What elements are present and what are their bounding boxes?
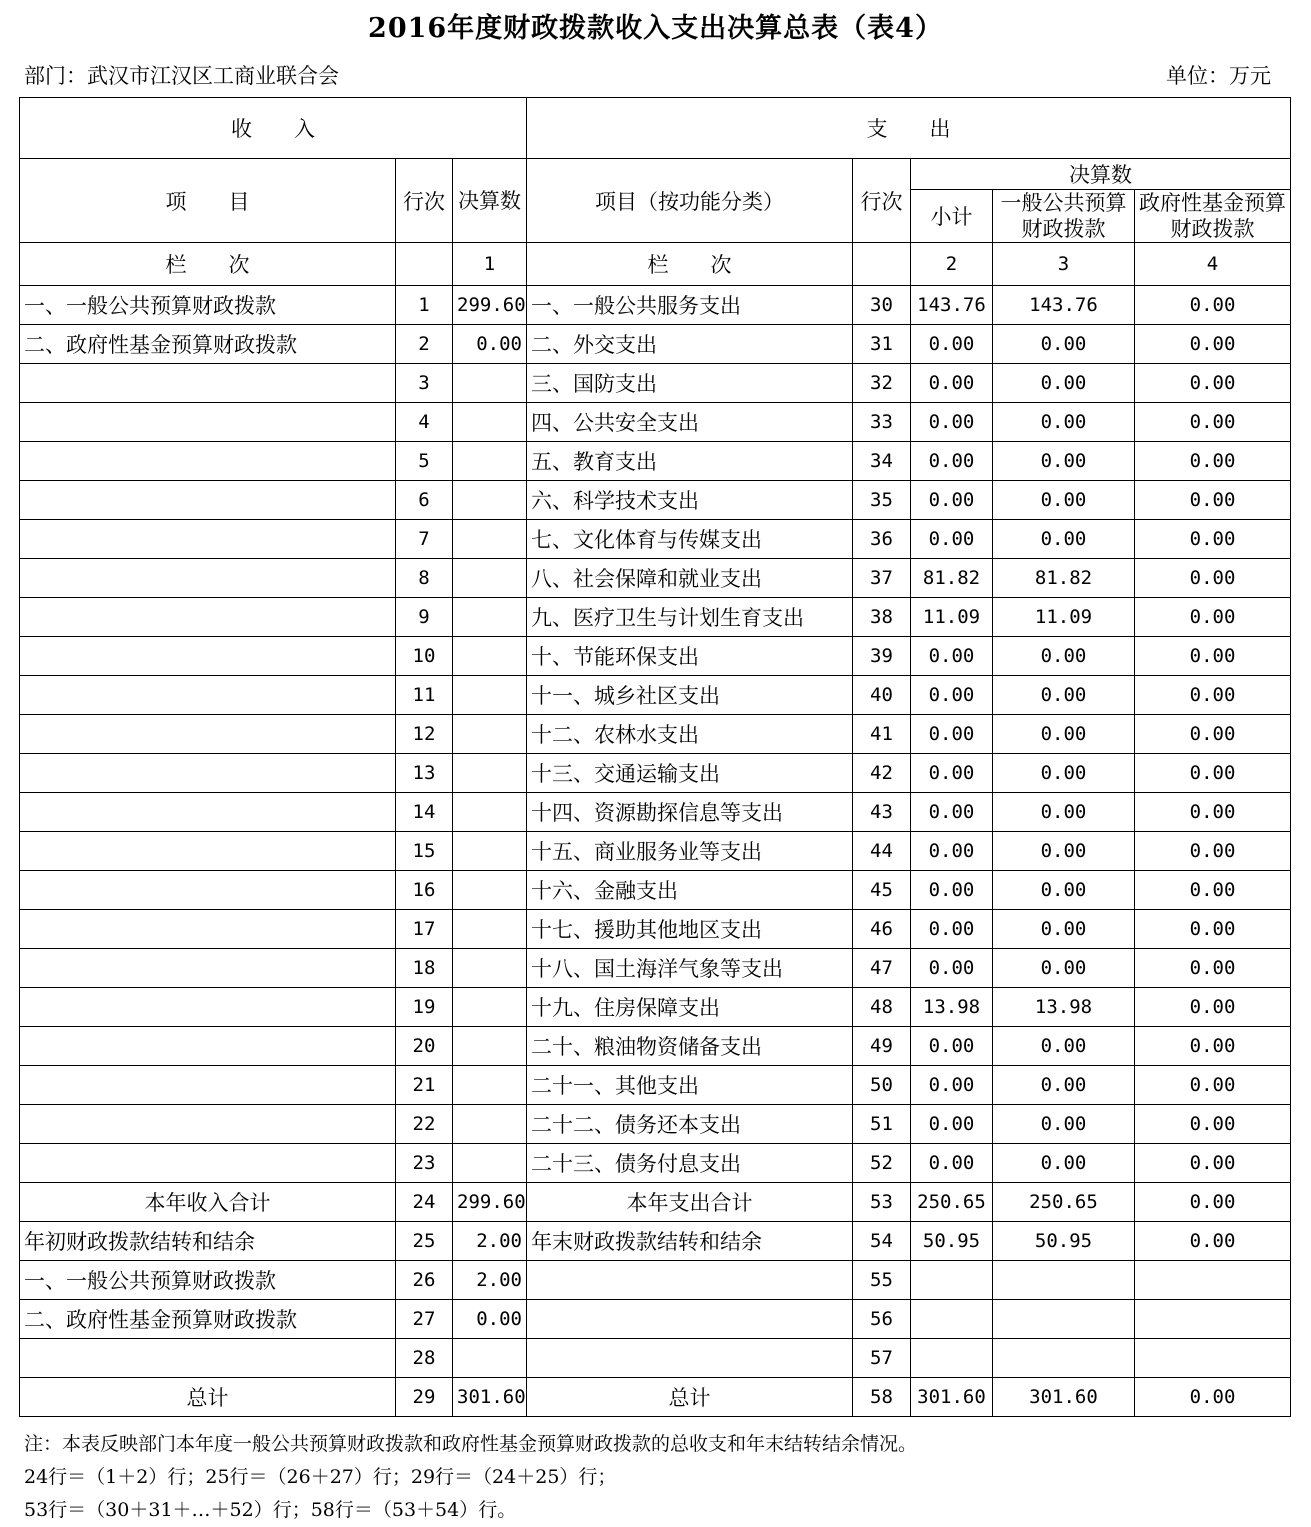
income-amount-cell <box>453 1105 527 1144</box>
income-amount-cell <box>453 598 527 637</box>
expense-line-no-cell: 32 <box>853 364 911 403</box>
gov-fund-cell: 0.00 <box>1135 1222 1291 1261</box>
gov-fund-header: 政府性基金预算财政拨款 <box>1135 190 1291 243</box>
income-item-cell <box>20 988 396 1027</box>
income-line-no-cell: 21 <box>396 1066 453 1105</box>
expense-item-cell: 十一、城乡社区支出 <box>527 676 853 715</box>
expense-item-cell: 十二、农林水支出 <box>527 715 853 754</box>
subtotal-cell: 301.60 <box>911 1378 993 1417</box>
general-budget-cell: 0.00 <box>993 871 1135 910</box>
general-budget-cell: 50.95 <box>993 1222 1135 1261</box>
expense-item-cell <box>527 1339 853 1378</box>
general-budget-cell: 301.60 <box>993 1378 1135 1417</box>
gov-fund-cell: 0.00 <box>1135 793 1291 832</box>
expense-item-cell: 十八、国土海洋气象等支出 <box>527 949 853 988</box>
general-budget-cell: 143.76 <box>993 286 1135 325</box>
expense-line-no-cell: 48 <box>853 988 911 1027</box>
income-item-cell <box>20 364 396 403</box>
expense-line-no-cell: 39 <box>853 637 911 676</box>
expense-line-no-cell: 45 <box>853 871 911 910</box>
general-budget-cell: 13.98 <box>993 988 1135 1027</box>
income-item-cell <box>20 637 396 676</box>
gov-fund-cell: 0.00 <box>1135 676 1291 715</box>
subtotal-cell: 50.95 <box>911 1222 993 1261</box>
table-row <box>20 754 1291 793</box>
col-number-2: 2 <box>911 243 993 286</box>
income-item-cell: 本年收入合计 <box>20 1183 396 1222</box>
expense-item-cell: 十五、商业服务业等支出 <box>527 832 853 871</box>
table-row <box>20 1066 1291 1105</box>
column-number-row <box>20 243 1291 286</box>
gov-fund-cell: 0.00 <box>1135 364 1291 403</box>
income-line-no-cell: 11 <box>396 676 453 715</box>
table-row <box>20 910 1291 949</box>
table-row <box>20 988 1291 1027</box>
subtotal-cell: 0.00 <box>911 1105 993 1144</box>
expense-line-no-cell: 37 <box>853 559 911 598</box>
col-blank <box>396 243 453 286</box>
department-label: 部门：武汉市江汉区工商业联合会 <box>24 64 339 88</box>
income-amount-cell <box>453 832 527 871</box>
general-budget-cell: 0.00 <box>993 1066 1135 1105</box>
expense-item-cell: 二十一、其他支出 <box>527 1066 853 1105</box>
income-line-no-cell: 16 <box>396 871 453 910</box>
subtotal-cell: 0.00 <box>911 520 993 559</box>
income-item-cell <box>20 481 396 520</box>
gov-fund-cell: 0.00 <box>1135 988 1291 1027</box>
income-amount-cell <box>453 637 527 676</box>
expense-line-no-cell: 30 <box>853 286 911 325</box>
notes <box>24 1428 917 1527</box>
subtotal-cell: 0.00 <box>911 364 993 403</box>
note-line: 注：本表反映部门本年度一般公共预算财政拨款和政府性基金预算财政拨款的总收支和年末结转结余情况。 <box>24 1433 918 1455</box>
expense-item-cell: 二十、粮油物资储备支出 <box>527 1027 853 1066</box>
expense-item-cell <box>527 1261 853 1300</box>
general-budget-cell: 0.00 <box>993 325 1135 364</box>
income-amount-cell: 299.60 <box>453 286 527 325</box>
income-item-cell: 年初财政拨款结转和结余 <box>20 1222 396 1261</box>
expense-line-no-cell: 40 <box>853 676 911 715</box>
table-row <box>20 1300 1291 1339</box>
income-item-cell <box>20 715 396 754</box>
income-amount-cell: 2.00 <box>453 1261 527 1300</box>
income-line-no-cell: 12 <box>396 715 453 754</box>
subtotal-cell <box>911 1261 993 1300</box>
subtotal-cell: 0.00 <box>911 676 993 715</box>
income-amount-cell <box>453 754 527 793</box>
gov-fund-cell: 0.00 <box>1135 1027 1291 1066</box>
general-budget-cell: 0.00 <box>993 364 1135 403</box>
income-item-cell <box>20 1027 396 1066</box>
income-amount-cell <box>453 403 527 442</box>
expense-line-no-cell: 44 <box>853 832 911 871</box>
general-budget-cell: 0.00 <box>993 520 1135 559</box>
expense-amount-group-header: 决算数 <box>911 159 1291 190</box>
income-amount-cell <box>453 364 527 403</box>
income-line-no-cell: 23 <box>396 1144 453 1183</box>
col-blank-2 <box>853 243 911 286</box>
expense-item-cell: 总计 <box>527 1378 853 1417</box>
expense-line-no-cell: 53 <box>853 1183 911 1222</box>
general-budget-cell: 0.00 <box>993 754 1135 793</box>
col-label: 栏 次 <box>20 243 396 286</box>
gov-fund-cell: 0.00 <box>1135 715 1291 754</box>
income-item-cell <box>20 1066 396 1105</box>
expense-line-no-cell: 58 <box>853 1378 911 1417</box>
general-budget-cell: 11.09 <box>993 598 1135 637</box>
income-line-no-cell: 29 <box>396 1378 453 1417</box>
general-budget-cell: 0.00 <box>993 481 1135 520</box>
income-item-cell <box>20 949 396 988</box>
gov-fund-cell: 0.00 <box>1135 1066 1291 1105</box>
subtotal-cell: 13.98 <box>911 988 993 1027</box>
subtotal-cell <box>911 1339 993 1378</box>
gov-fund-cell: 0.00 <box>1135 949 1291 988</box>
expense-line-no-cell: 50 <box>853 1066 911 1105</box>
expense-item-cell: 二、外交支出 <box>527 325 853 364</box>
income-line-no-cell: 19 <box>396 988 453 1027</box>
income-line-no-cell: 28 <box>396 1339 453 1378</box>
expense-item-cell: 八、社会保障和就业支出 <box>527 559 853 598</box>
column-header-row <box>20 159 1291 190</box>
income-line-no-cell: 3 <box>396 364 453 403</box>
income-item-cell <box>20 1105 396 1144</box>
gov-fund-cell <box>1135 1339 1291 1378</box>
table-row <box>20 559 1291 598</box>
expense-line-no-cell: 35 <box>853 481 911 520</box>
gov-fund-cell: 0.00 <box>1135 910 1291 949</box>
table-row <box>20 1339 1291 1378</box>
general-budget-cell: 0.00 <box>993 1105 1135 1144</box>
income-line-no-cell: 9 <box>396 598 453 637</box>
general-budget-header: 一般公共预算财政拨款 <box>993 190 1135 243</box>
income-line-no-cell: 18 <box>396 949 453 988</box>
subtotal-cell: 0.00 <box>911 754 993 793</box>
income-amount-cell <box>453 988 527 1027</box>
income-item-cell: 总计 <box>20 1378 396 1417</box>
expense-line-no-cell: 43 <box>853 793 911 832</box>
expense-item-cell: 三、国防支出 <box>527 364 853 403</box>
subtotal-cell: 0.00 <box>911 325 993 364</box>
income-amount-cell <box>453 481 527 520</box>
income-item-cell: 二、政府性基金预算财政拨款 <box>20 1300 396 1339</box>
income-item-cell <box>20 754 396 793</box>
income-item-cell <box>20 1339 396 1378</box>
income-amount-header: 决算数 <box>453 159 527 243</box>
income-amount-cell <box>453 715 527 754</box>
table-row <box>20 1144 1291 1183</box>
expense-line-no-cell: 38 <box>853 598 911 637</box>
expense-line-no-cell: 51 <box>853 1105 911 1144</box>
general-budget-cell: 0.00 <box>993 1027 1135 1066</box>
expense-line-no-cell: 36 <box>853 520 911 559</box>
income-item-header: 项 目 <box>20 159 396 243</box>
expense-item-cell: 十七、援助其他地区支出 <box>527 910 853 949</box>
expense-item-cell: 十四、资源勘探信息等支出 <box>527 793 853 832</box>
income-amount-cell <box>453 871 527 910</box>
expense-section-header: 支 出 <box>527 98 1291 159</box>
expense-line-no-cell: 34 <box>853 442 911 481</box>
expense-line-no-cell: 31 <box>853 325 911 364</box>
income-line-no-cell: 14 <box>396 793 453 832</box>
table-row <box>20 325 1291 364</box>
income-amount-cell <box>453 949 527 988</box>
gov-fund-cell: 0.00 <box>1135 520 1291 559</box>
budget-table <box>19 97 1291 1417</box>
income-amount-cell: 2.00 <box>453 1222 527 1261</box>
income-line-no-cell: 8 <box>396 559 453 598</box>
gov-fund-cell: 0.00 <box>1135 1144 1291 1183</box>
col-label-2: 栏 次 <box>527 243 853 286</box>
table-row <box>20 793 1291 832</box>
income-item-cell <box>20 910 396 949</box>
subtotal-cell: 0.00 <box>911 832 993 871</box>
table-row <box>20 715 1291 754</box>
expense-item-cell: 五、教育支出 <box>527 442 853 481</box>
expense-item-cell <box>527 1300 853 1339</box>
unit-label: 单位：万元 <box>1166 64 1271 88</box>
income-line-no-cell: 7 <box>396 520 453 559</box>
income-line-no-cell: 5 <box>396 442 453 481</box>
income-amount-cell <box>453 1144 527 1183</box>
subtotal-cell <box>911 1300 993 1339</box>
income-item-cell: 一、一般公共预算财政拨款 <box>20 286 396 325</box>
income-line-no-cell: 24 <box>396 1183 453 1222</box>
expense-item-cell: 二十二、债务还本支出 <box>527 1105 853 1144</box>
gov-fund-cell: 0.00 <box>1135 754 1291 793</box>
expense-line-no-cell: 42 <box>853 754 911 793</box>
col-number-4: 4 <box>1135 243 1291 286</box>
table-row <box>20 1183 1291 1222</box>
table-row <box>20 1261 1291 1300</box>
col-number-1: 1 <box>453 243 527 286</box>
subtotal-cell: 250.65 <box>911 1183 993 1222</box>
col-number-3: 3 <box>993 243 1135 286</box>
gov-fund-cell: 0.00 <box>1135 325 1291 364</box>
general-budget-cell: 81.82 <box>993 559 1135 598</box>
expense-line-no-cell: 41 <box>853 715 911 754</box>
gov-fund-cell: 0.00 <box>1135 1378 1291 1417</box>
expense-item-cell: 九、医疗卫生与计划生育支出 <box>527 598 853 637</box>
general-budget-cell: 0.00 <box>993 910 1135 949</box>
subtotal-cell: 11.09 <box>911 598 993 637</box>
income-item-cell <box>20 598 396 637</box>
income-amount-cell <box>453 793 527 832</box>
income-line-no-cell: 4 <box>396 403 453 442</box>
income-amount-cell: 301.60 <box>453 1378 527 1417</box>
income-amount-cell <box>453 910 527 949</box>
subtotal-cell: 143.76 <box>911 286 993 325</box>
expense-item-cell: 十三、交通运输支出 <box>527 754 853 793</box>
expense-line-no-cell: 33 <box>853 403 911 442</box>
gov-fund-cell: 0.00 <box>1135 403 1291 442</box>
subtotal-cell: 0.00 <box>911 637 993 676</box>
expense-line-no-cell: 49 <box>853 1027 911 1066</box>
income-line-no-cell: 15 <box>396 832 453 871</box>
gov-fund-cell <box>1135 1261 1291 1300</box>
general-budget-cell: 0.00 <box>993 949 1135 988</box>
gov-fund-cell: 0.00 <box>1135 598 1291 637</box>
gov-fund-cell <box>1135 1300 1291 1339</box>
expense-item-cell: 十六、金融支出 <box>527 871 853 910</box>
expense-item-cell: 十九、住房保障支出 <box>527 988 853 1027</box>
income-item-cell <box>20 442 396 481</box>
income-item-cell: 一、一般公共预算财政拨款 <box>20 1261 396 1300</box>
table-row <box>20 598 1291 637</box>
expense-item-cell: 四、公共安全支出 <box>527 403 853 442</box>
general-budget-cell: 0.00 <box>993 637 1135 676</box>
gov-fund-cell: 0.00 <box>1135 559 1291 598</box>
table-row <box>20 1105 1291 1144</box>
table-row <box>20 520 1291 559</box>
income-amount-cell <box>453 520 527 559</box>
income-amount-cell <box>453 676 527 715</box>
general-budget-cell: 0.00 <box>993 676 1135 715</box>
income-item-cell <box>20 1144 396 1183</box>
expense-item-cell: 二十三、债务付息支出 <box>527 1144 853 1183</box>
income-item-cell <box>20 520 396 559</box>
subtotal-cell: 0.00 <box>911 481 993 520</box>
general-budget-cell: 0.00 <box>993 793 1135 832</box>
income-line-no-cell: 26 <box>396 1261 453 1300</box>
gov-fund-cell: 0.00 <box>1135 871 1291 910</box>
income-amount-cell <box>453 1066 527 1105</box>
income-item-cell: 二、政府性基金预算财政拨款 <box>20 325 396 364</box>
expense-item-cell: 本年支出合计 <box>527 1183 853 1222</box>
subtotal-cell: 0.00 <box>911 715 993 754</box>
expense-line-no-cell: 54 <box>853 1222 911 1261</box>
gov-fund-cell: 0.00 <box>1135 442 1291 481</box>
income-line-no-cell: 1 <box>396 286 453 325</box>
income-line-no-cell: 13 <box>396 754 453 793</box>
gov-fund-cell: 0.00 <box>1135 1105 1291 1144</box>
expense-line-no-header: 行次 <box>853 159 911 243</box>
table-row <box>20 832 1291 871</box>
table-row <box>20 1378 1291 1417</box>
table-row <box>20 637 1291 676</box>
income-line-no-header: 行次 <box>396 159 453 243</box>
gov-fund-cell: 0.00 <box>1135 637 1291 676</box>
income-item-cell <box>20 676 396 715</box>
expense-item-cell: 年末财政拨款结转和结余 <box>527 1222 853 1261</box>
expense-item-cell: 一、一般公共服务支出 <box>527 286 853 325</box>
table-row <box>20 286 1291 325</box>
table-row <box>20 676 1291 715</box>
income-amount-cell <box>453 1339 527 1378</box>
income-item-cell <box>20 403 396 442</box>
general-budget-cell: 0.00 <box>993 442 1135 481</box>
page-title: 2016年度财政拨款收入支出决算总表（表4） <box>368 13 943 44</box>
general-budget-cell: 0.00 <box>993 715 1135 754</box>
general-budget-cell <box>993 1261 1135 1300</box>
gov-fund-cell: 0.00 <box>1135 481 1291 520</box>
gov-fund-cell: 0.00 <box>1135 286 1291 325</box>
subtotal-cell: 0.00 <box>911 1066 993 1105</box>
note-line: 53行＝（30＋31＋…＋52）行；58行＝（53＋54）行。 <box>24 1499 517 1521</box>
subtotal-cell: 0.00 <box>911 403 993 442</box>
income-line-no-cell: 25 <box>396 1222 453 1261</box>
subtotal-header: 小计 <box>911 190 993 243</box>
expense-item-cell: 六、科学技术支出 <box>527 481 853 520</box>
income-amount-cell <box>453 559 527 598</box>
subtotal-cell: 0.00 <box>911 1144 993 1183</box>
subtotal-cell: 81.82 <box>911 559 993 598</box>
expense-line-no-cell: 55 <box>853 1261 911 1300</box>
table-row <box>20 1027 1291 1066</box>
subtotal-cell: 0.00 <box>911 910 993 949</box>
expense-item-header: 项目（按功能分类） <box>527 159 853 243</box>
section-header-row <box>20 98 1291 159</box>
general-budget-cell: 0.00 <box>993 832 1135 871</box>
general-budget-cell: 0.00 <box>993 1144 1135 1183</box>
table-row <box>20 481 1291 520</box>
expense-line-no-cell: 56 <box>853 1300 911 1339</box>
income-item-cell <box>20 793 396 832</box>
table-row <box>20 364 1291 403</box>
income-amount-cell: 0.00 <box>453 1300 527 1339</box>
subtotal-cell: 0.00 <box>911 1027 993 1066</box>
income-line-no-cell: 22 <box>396 1105 453 1144</box>
expense-line-no-cell: 52 <box>853 1144 911 1183</box>
gov-fund-cell: 0.00 <box>1135 1183 1291 1222</box>
income-amount-cell: 299.60 <box>453 1183 527 1222</box>
table-row <box>20 1222 1291 1261</box>
gov-fund-cell: 0.00 <box>1135 832 1291 871</box>
expense-item-cell: 十、节能环保支出 <box>527 637 853 676</box>
general-budget-cell: 250.65 <box>993 1183 1135 1222</box>
income-line-no-cell: 10 <box>396 637 453 676</box>
subtotal-cell: 0.00 <box>911 871 993 910</box>
subtotal-cell: 0.00 <box>911 442 993 481</box>
general-budget-cell <box>993 1339 1135 1378</box>
note-line: 24行＝（1＋2）行；25行＝（26＋27）行；29行＝（24＋25）行； <box>24 1466 617 1488</box>
general-budget-cell: 0.00 <box>993 403 1135 442</box>
expense-line-no-cell: 46 <box>853 910 911 949</box>
income-line-no-cell: 6 <box>396 481 453 520</box>
income-item-cell <box>20 871 396 910</box>
subtotal-cell: 0.00 <box>911 949 993 988</box>
income-item-cell <box>20 559 396 598</box>
expense-item-cell: 七、文化体育与传媒支出 <box>527 520 853 559</box>
income-line-no-cell: 20 <box>396 1027 453 1066</box>
income-amount-cell: 0.00 <box>453 325 527 364</box>
subtotal-cell: 0.00 <box>911 793 993 832</box>
table-row <box>20 949 1291 988</box>
income-item-cell <box>20 832 396 871</box>
table-row <box>20 442 1291 481</box>
income-section-header: 收 入 <box>20 98 527 159</box>
income-amount-cell <box>453 442 527 481</box>
income-amount-cell <box>453 1027 527 1066</box>
general-budget-cell <box>993 1300 1135 1339</box>
expense-line-no-cell: 57 <box>853 1339 911 1378</box>
income-line-no-cell: 2 <box>396 325 453 364</box>
table-row <box>20 871 1291 910</box>
income-line-no-cell: 27 <box>396 1300 453 1339</box>
table-row <box>20 403 1291 442</box>
income-line-no-cell: 17 <box>396 910 453 949</box>
expense-line-no-cell: 47 <box>853 949 911 988</box>
